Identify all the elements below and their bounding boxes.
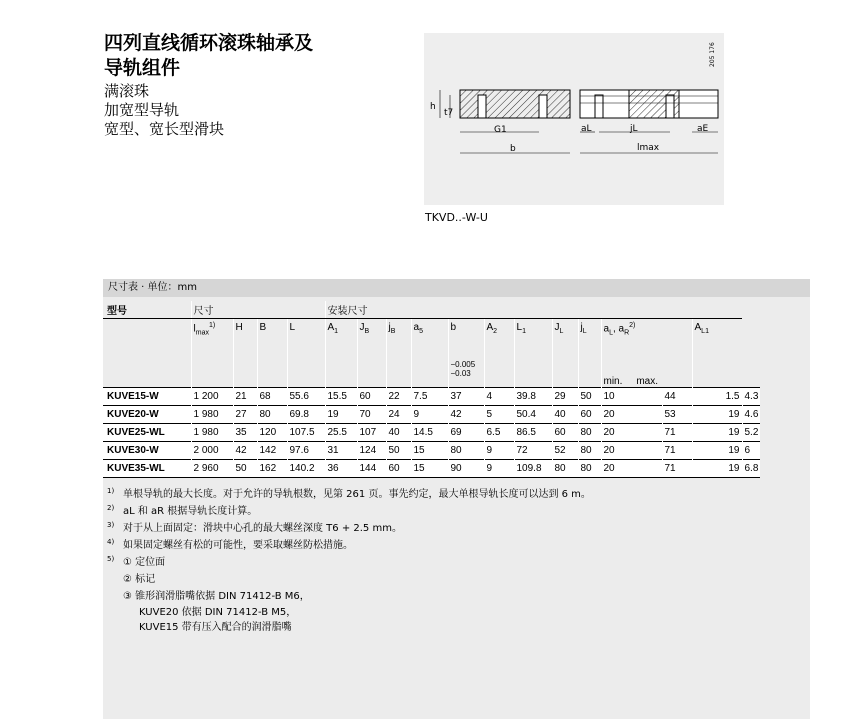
label-b: b [510, 144, 516, 154]
bolt-hole-4 [666, 95, 674, 118]
value-cell: 142 [257, 442, 287, 460]
dimension-table [103, 301, 760, 478]
bolt-hole-1 [478, 95, 486, 118]
value-cell: 50.4 [514, 406, 552, 424]
col-a5: $a_5$ [411, 319, 448, 388]
label-ae: aE [697, 124, 709, 134]
bolt-hole-3 [595, 95, 603, 118]
value-cell: 5.2 [742, 424, 760, 442]
value-cell: 27 [233, 406, 257, 424]
footnotes [107, 486, 591, 635]
model-cell: KUVE20-W [103, 406, 191, 424]
value-cell: 53 [662, 406, 692, 424]
col-b-width: B [257, 319, 287, 388]
subtitle-1: 满滚珠 [104, 82, 150, 100]
footnote-5-cont-2: KUVE15 带有压入配合的润滑脂嘴 [139, 622, 292, 633]
table-header-columns [103, 319, 760, 388]
technical-drawing [424, 33, 724, 205]
value-cell: 50 [578, 388, 601, 406]
value-cell: 80 [552, 460, 578, 478]
value-cell: 15 [411, 442, 448, 460]
table-row [103, 424, 760, 442]
subtitle-2: 加宽型导轨 [104, 101, 180, 119]
value-cell: 120 [257, 424, 287, 442]
value-cell: 15 [411, 460, 448, 478]
value-cell: 9 [484, 442, 514, 460]
col-a2: $A_2$ [484, 319, 514, 388]
value-cell: 144 [357, 460, 386, 478]
col-jb-upper: $J_B$ [357, 319, 386, 388]
value-cell: 4 [484, 388, 514, 406]
value-cell: 71 [662, 460, 692, 478]
value-cell: 29 [552, 388, 578, 406]
drawing-number: 205 176 [709, 42, 716, 67]
value-cell: 124 [357, 442, 386, 460]
label-al: aL [581, 124, 592, 134]
value-cell: 55.6 [287, 388, 325, 406]
value-cell: 90 [448, 460, 484, 478]
footnote-4: 4) 如果固定螺丝有松的可能性，要采取螺丝防松措施。 [107, 538, 353, 551]
value-cell: 20 [601, 406, 662, 424]
value-cell: 4.3 [742, 388, 760, 406]
value-cell: 24 [386, 406, 411, 424]
col-jl-upper: $J_L$ [552, 319, 578, 388]
value-cell: 1.5 [692, 388, 742, 406]
label-jl: jL [630, 124, 638, 134]
col-al-ar: $a_L$, $a_R^{2)}$ min. max. [601, 319, 692, 388]
value-cell: 70 [357, 406, 386, 424]
value-cell: 19 [692, 442, 742, 460]
value-cell: 162 [257, 460, 287, 478]
value-cell: 80 [448, 442, 484, 460]
value-cell: 19 [325, 406, 357, 424]
table-row [103, 388, 760, 406]
rail-cross-section-drawing [424, 33, 724, 205]
value-cell: 15.5 [325, 388, 357, 406]
rail-section-left [460, 90, 570, 118]
value-cell: 6.5 [484, 424, 514, 442]
value-cell: 71 [662, 424, 692, 442]
value-cell: 14.5 [411, 424, 448, 442]
value-cell: 44 [662, 388, 692, 406]
value-cell: 20 [601, 442, 662, 460]
value-cell: 107 [357, 424, 386, 442]
footnote-5-item-3: ③ 锥形润滑脂嘴依据 DIN 71412-B M6， [123, 591, 310, 602]
value-cell: 40 [386, 424, 411, 442]
table-row [103, 442, 760, 460]
model-cell: KUVE15-W [103, 388, 191, 406]
value-cell: 35 [233, 424, 257, 442]
value-cell: 7.5 [411, 388, 448, 406]
model-cell: KUVE25-WL [103, 424, 191, 442]
header-mounting: 安装尺寸 [325, 301, 742, 319]
value-cell: 42 [448, 406, 484, 424]
value-cell: 1 980 [191, 406, 233, 424]
value-cell: 40 [552, 406, 578, 424]
value-cell: 19 [692, 406, 742, 424]
label-g1: G1 [494, 125, 507, 135]
value-cell: 60 [357, 388, 386, 406]
footnote-2: 2) aL 和 aR 根据导轨长度计算。 [107, 504, 258, 517]
col-l: L [287, 319, 325, 388]
value-cell: 97.6 [287, 442, 325, 460]
value-cell: 71 [662, 442, 692, 460]
table-caption-bar [103, 279, 810, 297]
value-cell: 2 960 [191, 460, 233, 478]
value-cell: 31 [325, 442, 357, 460]
value-cell: 52 [552, 442, 578, 460]
value-cell: 50 [386, 442, 411, 460]
title-line-2: 导轨组件 [104, 57, 181, 79]
value-cell: 22 [386, 388, 411, 406]
value-cell: 109.8 [514, 460, 552, 478]
table-row [103, 460, 760, 478]
col-jb-lower: $j_B$ [386, 319, 411, 388]
value-cell: 68 [257, 388, 287, 406]
footnote-5-cont-1: KUVE20 依据 DIN 71412-B M5， [139, 607, 297, 618]
table-header-groups [103, 301, 760, 319]
value-cell: 9 [484, 460, 514, 478]
model-cell: KUVE30-W [103, 442, 191, 460]
value-cell: 42 [233, 442, 257, 460]
col-h: H [233, 319, 257, 388]
dimension-table-panel [103, 279, 810, 719]
footnote-3: 3) 对于从上面固定：滑块中心孔的最大螺丝深度 T6 + 2.5 mm。 [107, 521, 402, 534]
value-cell: 86.5 [514, 424, 552, 442]
col-al1: $A_{L1}$ [692, 319, 742, 388]
value-cell: 6.8 [742, 460, 760, 478]
value-cell: 36 [325, 460, 357, 478]
label-h: h [430, 102, 436, 112]
value-cell: 60 [386, 460, 411, 478]
value-cell: 25.5 [325, 424, 357, 442]
value-cell: 72 [514, 442, 552, 460]
footnote-5: 5) ① 定位面 [107, 555, 166, 568]
value-cell: 19 [692, 460, 742, 478]
table-row [103, 406, 760, 424]
value-cell: 1 200 [191, 388, 233, 406]
label-t7: t7 [444, 108, 454, 118]
value-cell: 80 [578, 460, 601, 478]
value-cell: 80 [257, 406, 287, 424]
value-cell: 10 [601, 388, 662, 406]
col-b: b −0.005 −0.03 [448, 319, 484, 388]
value-cell: 69 [448, 424, 484, 442]
page-title [104, 31, 313, 81]
value-cell: 5 [484, 406, 514, 424]
value-cell: 107.5 [287, 424, 325, 442]
value-cell: 37 [448, 388, 484, 406]
col-l1: $L_1$ [514, 319, 552, 388]
value-cell: 2 000 [191, 442, 233, 460]
value-cell: 80 [578, 442, 601, 460]
title-line-1: 四列直线循环滚珠轴承及 [104, 32, 314, 54]
value-cell: 69.8 [287, 406, 325, 424]
value-cell: 50 [233, 460, 257, 478]
table-caption: 尺寸表 · 单位：mm [108, 282, 198, 293]
col-a1: $A_1$ [325, 319, 357, 388]
footnote-5-item-2: ② 标记 [123, 574, 156, 585]
subtitle-3: 宽型、宽长型滑块 [104, 120, 225, 138]
value-cell: 20 [601, 424, 662, 442]
model-cell: KUVE35-WL [103, 460, 191, 478]
value-cell: 4.6 [742, 406, 760, 424]
value-cell: 39.8 [514, 388, 552, 406]
value-cell: 20 [601, 460, 662, 478]
figure-caption: TKVD..-W-U [425, 211, 488, 224]
header-model: 型号 [103, 301, 191, 319]
header-dimensions: 尺寸 [191, 301, 325, 319]
value-cell: 19 [692, 424, 742, 442]
value-cell: 1 980 [191, 424, 233, 442]
label-lmax: lmax [637, 143, 660, 153]
value-cell: 6 [742, 442, 760, 460]
value-cell: 60 [578, 406, 601, 424]
value-cell: 21 [233, 388, 257, 406]
footnote-1: 1) 单根导轨的最大长度。对于允许的导轨根数，见第 261 页。事先约定，最大单根导轨长度可以达到 6 m。 [107, 487, 591, 500]
col-lmax: $l_{max}^{1)}$ [191, 319, 233, 388]
subtitle-list [104, 82, 224, 139]
value-cell: 140.2 [287, 460, 325, 478]
bolt-hole-2 [539, 95, 547, 118]
col-jl-lower: $j_L$ [578, 319, 601, 388]
value-cell: 60 [552, 424, 578, 442]
value-cell: 80 [578, 424, 601, 442]
value-cell: 9 [411, 406, 448, 424]
